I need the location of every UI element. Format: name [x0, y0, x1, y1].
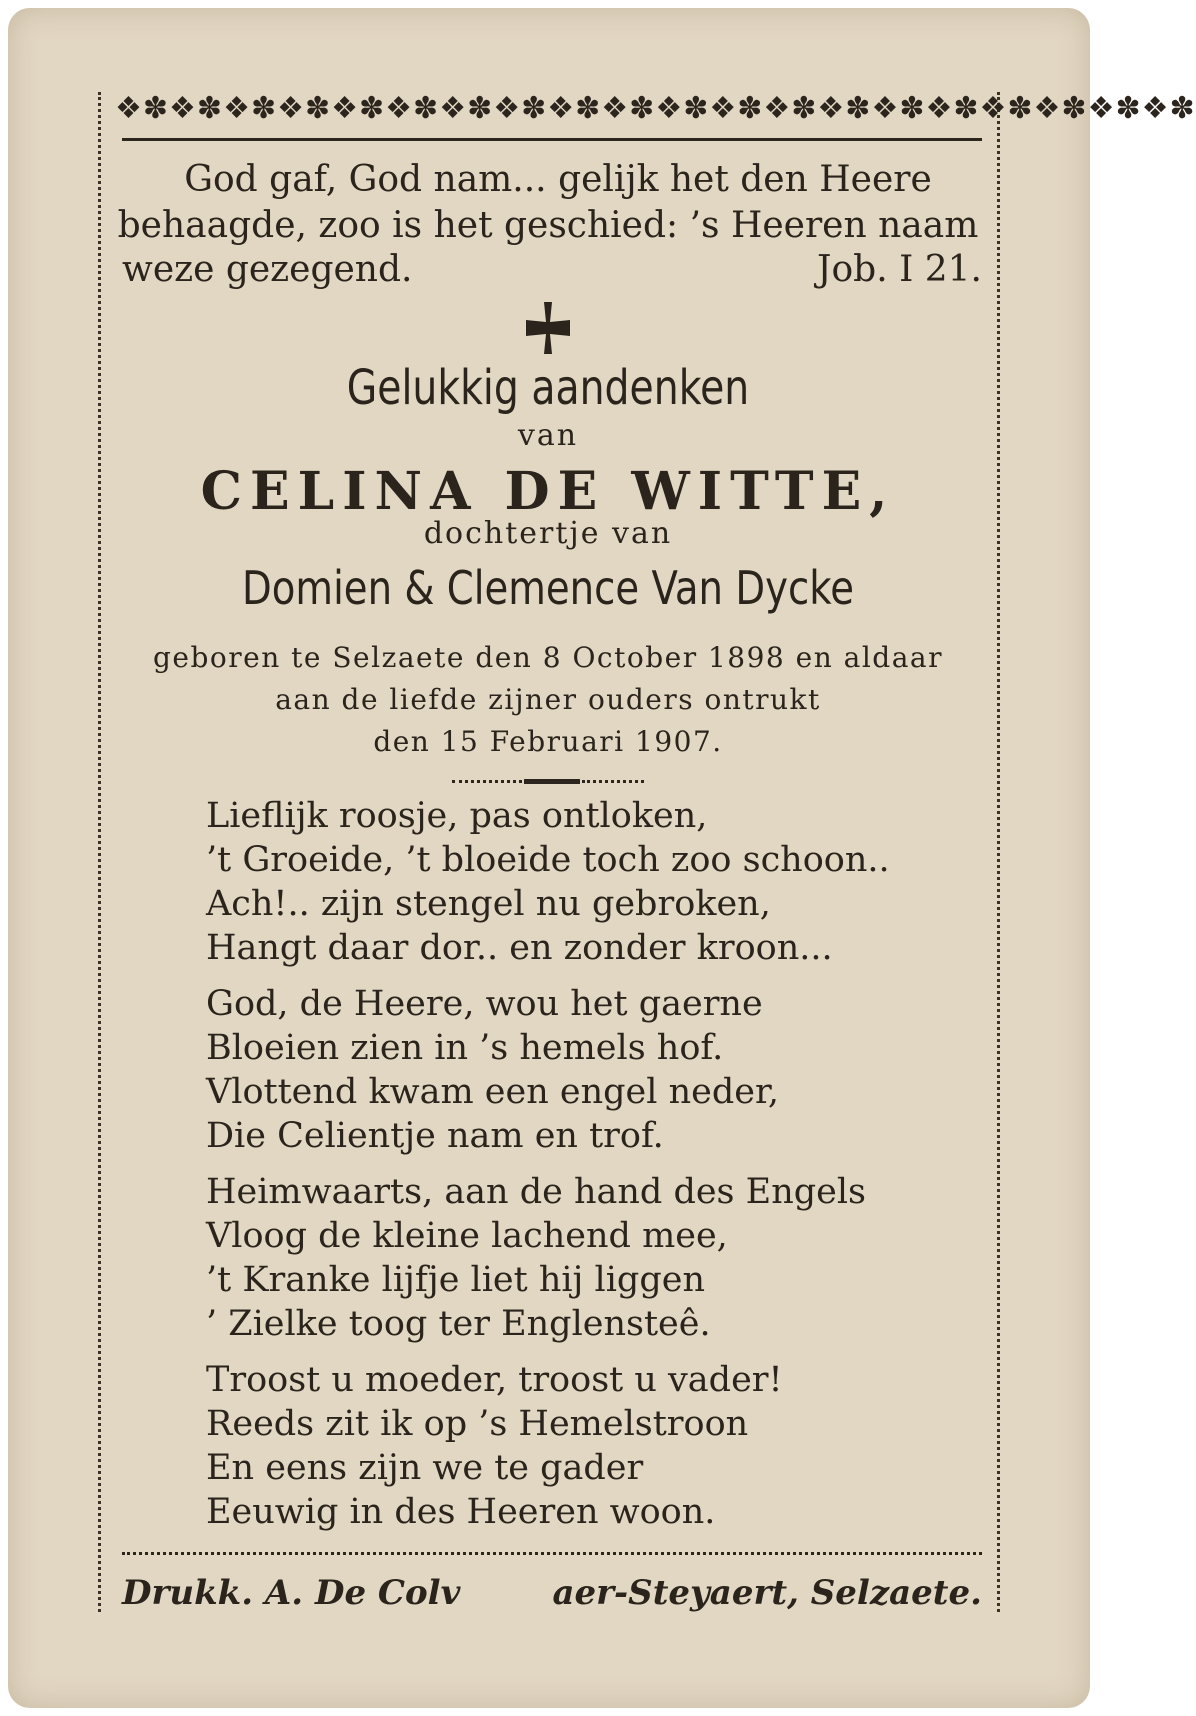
quote-line-3: [122, 248, 982, 292]
heading: Gelukkig aandenken: [346, 360, 750, 416]
poem-line: Hangt daar dor.. en zonder kroon...: [206, 928, 833, 968]
dates-line-3: den 15 Februari 1907.: [373, 725, 723, 758]
poem-line: God, de Heere, wou het gaerne: [206, 984, 763, 1024]
scripture-reference: Job. I 21.: [817, 249, 982, 290]
poem-verse-3: [206, 1170, 1006, 1346]
poem: [206, 794, 1006, 1546]
poem-line: Ach!.. zijn stengel nu gebroken,: [206, 884, 771, 924]
divider-center: [524, 779, 580, 784]
printer-imprint-right: aer-Steyaert, Selzaete.: [552, 1573, 982, 1613]
ornament-border: ❖✽❖✽❖✽❖✽❖✽❖✽❖✽❖✽❖✽❖✽❖✽❖✽❖✽❖✽❖✽❖✽❖✽❖✽❖✽❖✽: [115, 91, 1196, 126]
printer-imprint: [122, 1572, 982, 1614]
poem-line: Lieflijk roosje, pas ontloken,: [206, 796, 708, 836]
divider-right: [582, 780, 644, 783]
poem-line: ’ Zielke toog ter Englensteê.: [206, 1304, 711, 1344]
poem-line: Vlottend kwam een engel neder,: [206, 1072, 779, 1112]
quote-line-2: behaagde, zoo is het geschied: ’s Heeren naam: [117, 205, 979, 246]
poem-line: Bloeien zien in ’s hemels hof.: [206, 1028, 724, 1068]
poem-line: Heimwaarts, aan de hand des Engels: [206, 1172, 867, 1212]
poem-line: Troost u moeder, troost u vader!: [206, 1360, 783, 1400]
cross-icon: [518, 298, 578, 358]
deceased-name: CELINA DE WITTE,: [200, 461, 896, 522]
top-rule: [122, 138, 982, 141]
poem-verse-2: [206, 982, 1006, 1158]
parents-names: Domien & Clemence Van Dycke: [242, 561, 854, 615]
poem-verse-1: [206, 794, 1006, 970]
poem-line: Die Celientje nam en trof.: [206, 1116, 664, 1156]
bottom-rule: [122, 1552, 982, 1555]
divider-left: [452, 780, 522, 783]
poem-line: En eens zijn we te gader: [206, 1448, 644, 1488]
poem-line: ’t Groeide, ’t bloeide toch zoo schoon..: [206, 840, 890, 880]
poem-line: Eeuwig in des Heeren woon.: [206, 1492, 716, 1532]
daughter-of-label: dochtertje van: [423, 516, 673, 551]
poem-line: Reeds zit ik op ’s Hemelstroon: [206, 1404, 749, 1444]
quote-text-end: weze gezegend.: [122, 249, 413, 290]
van-label: van: [517, 418, 579, 453]
dates-line-2: aan de liefde zijner ouders ontrukt: [275, 683, 821, 716]
poem-line: Vloog de kleine lachend mee,: [206, 1216, 728, 1256]
dates-line-1: geboren te Selzaete den 8 October 1898 en aldaar: [152, 641, 943, 674]
printer-imprint-left: Drukk. A. De Colv: [122, 1573, 461, 1613]
poem-line: ’t Kranke lijfje liet hij liggen: [206, 1260, 705, 1300]
poem-verse-4: [206, 1358, 1006, 1534]
quote-line-1: God gaf, God nam... gelijk het den Heere: [184, 159, 932, 200]
